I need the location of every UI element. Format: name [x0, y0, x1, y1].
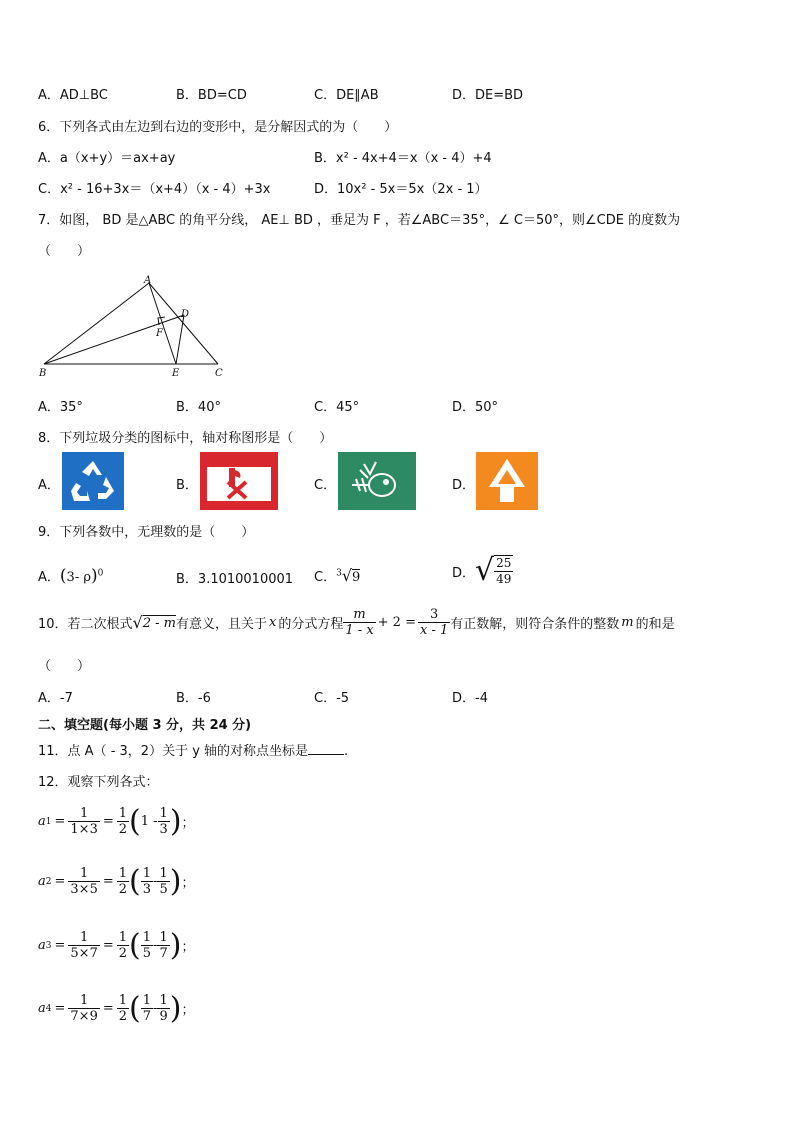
- label-e: E: [172, 368, 180, 379]
- other-waste-icon: [476, 452, 538, 510]
- q10-paren: （ ）: [38, 659, 91, 674]
- q12-stem: 12．观察下列各式：: [38, 775, 159, 790]
- q12-formula-row: a 3 = $\frac{1}{5\times 7}$ = $\frac{1}{2}$ ( $\frac{1}{5}$ - $\frac{1}{7}$ ) ；: [38, 927, 195, 963]
- q7-triangle-figure: [30, 272, 230, 382]
- q8-stem: 8．下列垃圾分类的图标中，轴对称图形是（ ）: [38, 431, 333, 446]
- q7-paren: （ ）: [38, 244, 91, 259]
- kitchen-waste-icon: [338, 452, 416, 510]
- q9-a-expression: 3- ρ: [66, 570, 91, 585]
- label-a: A: [144, 275, 152, 286]
- q8-option-a: A．: [38, 478, 60, 493]
- q9-option-a: A．(3- ρ)$^0$: [38, 566, 104, 586]
- q11-answer-blank[interactable]: [308, 742, 344, 755]
- q9-stem: 9．下列各数中，无理数的是（ ）: [38, 525, 255, 540]
- q6-option-a: A．a（x+y）＝ax+ay: [38, 151, 176, 166]
- q10-option-c: C．-5: [314, 691, 350, 706]
- q7-stem: 7．如图， BD 是△ABC 的角平分线， AE⊥ BD ，垂足为 F ，若∠ABC＝35°，∠ C＝50°，则∠CDE 的度数为: [38, 213, 681, 228]
- q7-option-a: A．35°: [38, 400, 83, 415]
- q12-formula-row: a 2 = $\frac{1}{3\times 5}$ = $\frac{1}{2}$ ( $\frac{1}{3}$ - $\frac{1}{5}$ ) ；: [38, 863, 195, 899]
- q11-stem: 11．点 A（ - 3，2）关于 y 轴的对称点坐标是 .: [38, 744, 349, 759]
- label-c: C: [215, 368, 223, 379]
- q7-option-d: D．50°: [452, 400, 499, 415]
- q9-option-d: D． √ $\frac{25}{49}$: [452, 553, 512, 588]
- q5-option-d: D．DE=BD: [452, 88, 524, 103]
- q6-option-c: C．x² - 16+3x＝（x+4）（x - 4）+3x: [38, 182, 271, 197]
- q7-option-c: C．45°: [314, 400, 360, 415]
- q8-option-b: B．: [176, 478, 198, 493]
- q6-option-b: B．x² - 4x+4＝x（x - 4）+4: [314, 151, 492, 166]
- section-title-fill-blank: 二、填空题(每小题 3 分，共 24 分): [38, 718, 252, 733]
- q6-option-d: D．10x² - 5x＝5x（2x - 1）: [314, 182, 488, 197]
- q8-option-d: D．: [452, 478, 476, 493]
- q8-option-c: C．: [314, 478, 337, 493]
- recycle-icon: [62, 452, 124, 510]
- harmful-waste-icon: [200, 452, 278, 510]
- q9-option-c: C．$^3$√9: [314, 566, 361, 585]
- q5-option-a: A．AD⊥BC: [38, 88, 108, 103]
- label-d: D: [181, 309, 190, 320]
- label-b: B: [39, 368, 47, 379]
- q10-option-d: D．-4: [452, 691, 488, 706]
- q5-option-b: B．BD=CD: [176, 88, 247, 103]
- label-f: F: [156, 328, 163, 339]
- q12-formula-row: a 1 = $\frac{1}{1\times 3}$ = $\frac{1}{2}$ ( 1 - $\frac{1}{3}$ ) ；: [38, 803, 195, 839]
- q6-stem: 6．下列各式由左边到右边的变形中，是分解因式的为（ ）: [38, 120, 398, 135]
- q10-option-a: A．-7: [38, 691, 73, 706]
- q9-option-b: B．3.1010010001: [176, 572, 294, 587]
- q7-option-b: B．40°: [176, 400, 221, 415]
- q5-option-c: C．DE∥AB: [314, 88, 379, 103]
- q12-formula-row: a 4 = $\frac{1}{7\times 9}$ = $\frac{1}{2}$ ( $\frac{1}{7}$ - $\frac{1}{9}$ ) ；: [38, 990, 195, 1026]
- q10-option-b: B．-6: [176, 691, 211, 706]
- q10-stem: 10．若二次根式 √ 2 - m 有意义，且关于 x 的分式方程 $\frac{m}{1 - x}$ + 2 = $\frac{3}{x - 1}$ 有正数解，则符合条件的整数 m 的和是: [38, 607, 675, 638]
